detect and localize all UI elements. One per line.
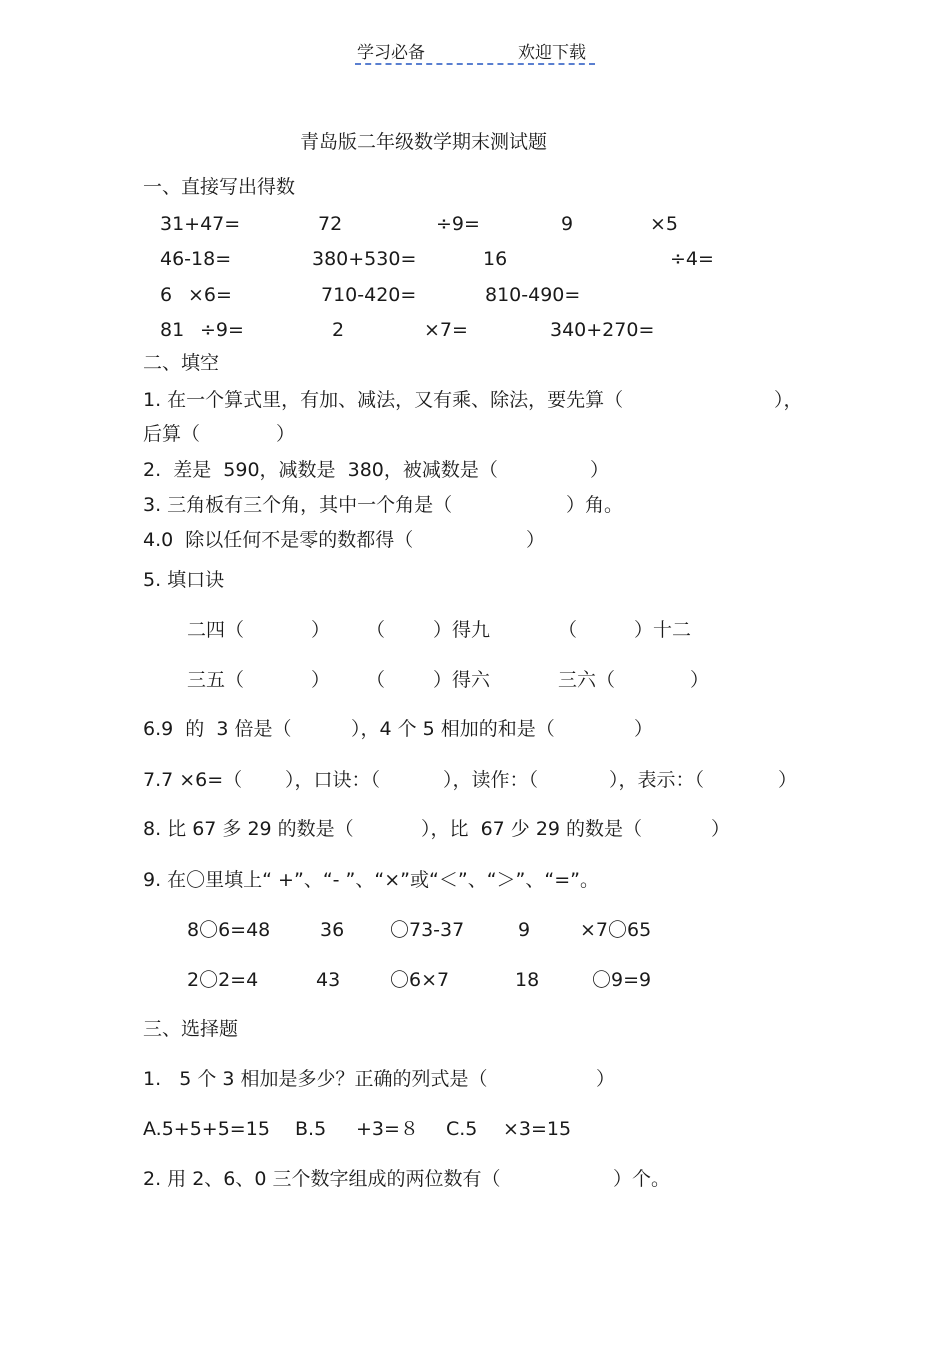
- s3-q1-option-a: A.5+5+5=15: [143, 1118, 270, 1140]
- section3-heading: 三、选择题: [143, 1018, 239, 1040]
- s1-r1-c4: 9: [561, 213, 574, 235]
- s2-q7-d: ），表示：（: [609, 769, 705, 791]
- header-left-text: 学习必备: [357, 43, 425, 63]
- s3-q1: 1. 5 个 3 相加是多少？正确的列式是（: [143, 1068, 488, 1090]
- s1-r1-c1: 31+47=: [160, 213, 241, 235]
- s2-q3-close: ）角。: [566, 494, 624, 516]
- s2-q1-line2-close: ）: [276, 423, 296, 445]
- s2-q4: 4.0 除以任何不是零的数都得（: [143, 529, 414, 551]
- s3-q1-close: ）: [596, 1068, 616, 1090]
- s2-q9-r1-c: 〇73-37: [390, 919, 465, 941]
- header-dashed-underline: [355, 63, 595, 65]
- s2-q5-r1-c: （: [366, 619, 386, 641]
- s2-q9-r2-a: 2〇2=4: [187, 969, 259, 991]
- s3-q2: 2. 用 2、6、0 三个数字组成的两位数有（: [143, 1168, 501, 1190]
- s1-r3-c4: 810-490=: [485, 284, 581, 306]
- s2-q9-r1-a: 8〇6=48: [187, 919, 271, 941]
- s1-r1-c2: 72: [318, 213, 343, 235]
- s1-r4-c5: 340+270=: [550, 319, 655, 341]
- s2-q9-r2-b: 43: [316, 969, 341, 991]
- s1-r3-c1: 6: [160, 284, 173, 306]
- s2-q9-r1-e: ×7〇65: [580, 919, 652, 941]
- s1-r4-c1: 81: [160, 319, 185, 341]
- section2-heading: 二、填空: [143, 352, 220, 374]
- s2-q9-r2-d: 18: [515, 969, 540, 991]
- s1-r2-c3: 16: [483, 248, 508, 270]
- s2-q5-r1-a: 二四（: [187, 619, 245, 641]
- s2-q5-r2-c: （: [366, 669, 386, 691]
- s2-q8-a: 8. 比 67 多 29 的数是（: [143, 818, 354, 840]
- s2-q5-r2-f: ）: [690, 669, 710, 691]
- s2-q9-r1-d: 9: [518, 919, 531, 941]
- s2-q6-a: 6.9 的 3 倍是（: [143, 718, 292, 740]
- s1-r2-c1: 46-18=: [160, 248, 232, 270]
- s2-q9-r2-e: 〇9=9: [592, 969, 652, 991]
- section1-heading: 一、直接写出得数: [143, 176, 296, 198]
- s3-q1-option-c: C.5: [446, 1118, 478, 1140]
- s2-q6-b: ），4 个 5 相加的和是（: [351, 718, 555, 740]
- s1-r3-c3: 710-420=: [321, 284, 417, 306]
- s2-q2: 2. 差是 590，减数是 380，被减数是（: [143, 459, 498, 481]
- s2-q5-r2-e: 三六（: [558, 669, 616, 691]
- s3-q2-close: ）个。: [613, 1168, 671, 1190]
- s2-q4-close: ）: [526, 529, 546, 551]
- s2-q7-c: ），读作：（: [443, 769, 539, 791]
- s2-q5-r1-d: ）得九: [433, 619, 491, 641]
- s1-r3-c2: ×6=: [188, 284, 232, 306]
- s3-q1-option-b: B.5: [295, 1118, 327, 1140]
- s2-q2-close: ）: [590, 459, 610, 481]
- page-title: 青岛版二年级数学期末测试题: [300, 131, 548, 153]
- header-right-text: 欢迎下载: [518, 43, 586, 63]
- s2-q5-r1-b: ）: [311, 619, 331, 641]
- s1-r4-c3: 2: [332, 319, 345, 341]
- s3-q1-option-c-rest: ×3=15: [503, 1118, 572, 1140]
- s3-q1-option-b-rest: +3=８: [356, 1118, 419, 1140]
- s2-q9-r1-b: 36: [320, 919, 345, 941]
- s2-q1-line1-close: ），: [774, 389, 803, 411]
- s1-r1-c3: ÷9=: [436, 213, 480, 235]
- s2-q7-a: 7.7 ×6=（: [143, 769, 243, 791]
- s2-q8-b: ），比 67 少 29 的数是（: [421, 818, 643, 840]
- s2-q5-r1-e: （: [558, 619, 578, 641]
- s1-r1-c5: ×5: [650, 213, 679, 235]
- s2-q9-r2-c: 〇6×7: [390, 969, 450, 991]
- s1-r4-c2: ÷9=: [200, 319, 244, 341]
- s2-q1-line1: 1. 在一个算式里，有加、减法，又有乘、除法，要先算（: [143, 389, 624, 411]
- s1-r2-c2: 380+530=: [312, 248, 417, 270]
- s1-r4-c4: ×7=: [424, 319, 468, 341]
- s2-q5-r1-f: ）十二: [634, 619, 692, 641]
- s2-q5-r2-d: ）得六: [433, 669, 491, 691]
- s2-q5-r2-a: 三五（: [187, 669, 245, 691]
- s2-q9: 9. 在〇里填上“ +”、“- ”、“×”或“＜”、“＞”、“=”。: [143, 869, 599, 891]
- s2-q7-e: ）: [778, 769, 798, 791]
- s2-q5: 5. 填口诀: [143, 569, 225, 591]
- s2-q1-line2: 后算（: [143, 423, 201, 445]
- s2-q3: 3. 三角板有三个角，其中一个角是（: [143, 494, 453, 516]
- s2-q5-r2-b: ）: [311, 669, 331, 691]
- s2-q7-b: ），口诀：（: [285, 769, 381, 791]
- s1-r2-c4: ÷4=: [670, 248, 714, 270]
- s2-q6-c: ）: [634, 718, 654, 740]
- s2-q8-c: ）: [711, 818, 731, 840]
